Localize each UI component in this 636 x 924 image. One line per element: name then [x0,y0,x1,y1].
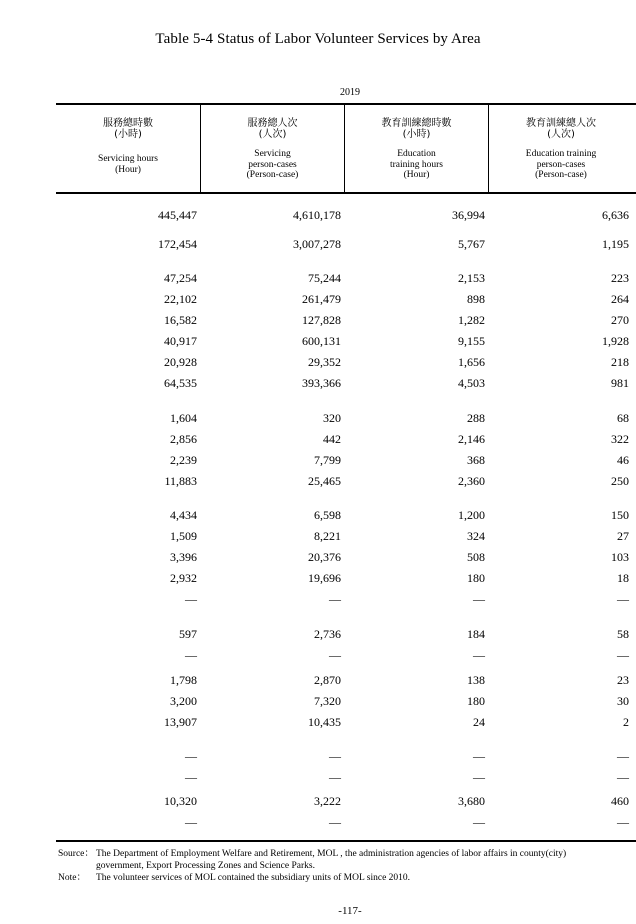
table-cell: 898 [467,292,485,306]
table-cell: 261,479 [302,292,341,306]
header-zh: 服務總時數 [103,118,153,129]
table-cell: 9,155 [458,334,485,348]
table-cell: 218 [611,355,629,369]
table-cell: 10,435 [308,715,341,729]
table-cell: 58 [617,627,629,641]
table-row [56,626,636,642]
table-cell: 264 [611,292,629,306]
table-cell: 508 [467,550,485,564]
table-cell: 3,200 [170,694,197,708]
table-cell: 320 [323,411,341,425]
table-cell: 64,535 [164,376,197,390]
table-cell: 40,917 [164,334,197,348]
note [58,872,633,884]
table-cell: 4,503 [458,376,485,390]
table-row [56,236,636,252]
table-cell: 322 [611,432,629,446]
table-cell: 460 [611,794,629,808]
table-cell: 1,509 [170,529,197,543]
table-cell: 5,767 [458,237,485,251]
table-cell: — [473,749,485,763]
header-en [489,149,633,181]
header-en-line: person-cases [536,159,586,170]
table-cell: 36,994 [452,208,485,222]
source-text: The Department of Employment Welfare and Retirement, MOL , the administration agencies of labor affairs in county(city) [96,849,567,859]
source-note [58,848,633,860]
table-title: Table 5-4 Status of Labor Volunteer Services by Area [155,31,481,47]
table-cell: 10,320 [164,794,197,808]
table-cell: 393,366 [302,376,341,390]
table-cell: 1,798 [170,673,197,687]
table-row [56,354,636,370]
table-cell: — [329,592,341,606]
table-cell: 442 [323,432,341,446]
table-cell: 2,856 [170,432,197,446]
table-row [56,291,636,307]
table-cell: 180 [467,694,485,708]
table-cell: 47,254 [164,271,197,285]
table-cell: 20,928 [164,355,197,369]
table-row [56,270,636,286]
table-cell: 2,239 [170,453,197,467]
table-cell: — [617,648,629,662]
table-cell: 1,928 [602,334,629,348]
table-cell: 4,610,178 [293,208,341,222]
table-cell: 368 [467,453,485,467]
table-row [56,714,636,730]
table-cell: 6,636 [602,208,629,222]
year-label: 2019 [340,87,360,98]
table-cell: 3,680 [458,794,485,808]
table-cell: 7,320 [314,694,341,708]
table-row [56,570,636,586]
table-cell: 1,656 [458,355,485,369]
table-cell: — [185,770,197,784]
table-cell: — [185,749,197,763]
table-cell: 27 [617,529,629,543]
table-cell: 223 [611,271,629,285]
table-cell: 19,696 [308,571,341,585]
header-zh-unit: (人次) [258,129,287,140]
table-cell: 1,195 [602,237,629,251]
table-cell: — [473,648,485,662]
source-text-continued: government, Export Processing Zones and Science Parks. [96,861,315,871]
table-cell: 29,352 [308,355,341,369]
table-cell: — [329,648,341,662]
header-en-line: Servicing hours [98,154,158,164]
table-row [56,333,636,349]
table-cell: 270 [611,313,629,327]
table-cell: 288 [467,411,485,425]
table-cell: 2,153 [458,271,485,285]
header-en-line: (Person-case) [246,170,299,180]
table-cell: 20,376 [308,550,341,564]
table-row [56,591,636,607]
table-cell: 46 [617,453,629,467]
table-cell: 75,244 [308,271,341,285]
table-cell: 2,146 [458,432,485,446]
source-label: Source： [58,849,94,859]
table-cell: 103 [611,550,629,564]
bottom-rule [56,840,636,842]
header-en-line: Education training [525,149,597,159]
table-row [56,375,636,391]
table-cell: 597 [179,627,197,641]
column-header-servicing-person-cases [201,118,344,181]
table-cell: 18 [617,571,629,585]
table-row [56,473,636,489]
table-cell: — [617,815,629,829]
footnotes [58,848,633,884]
header-bottom-rule [56,192,636,194]
table-cell: — [617,749,629,763]
table-row [56,748,636,764]
table-row [56,507,636,523]
note-label: Note： [58,873,86,883]
table-cell: — [617,592,629,606]
table-cell: 16,582 [164,313,197,327]
header-en [201,149,344,181]
table-cell: — [329,749,341,763]
table-row [56,452,636,468]
table-cell: 23 [617,673,629,687]
table-row [56,769,636,785]
table-cell: — [473,770,485,784]
table-cell: 138 [467,673,485,687]
page-number: -117- [338,905,362,917]
header-en [56,154,200,175]
table-cell: — [185,648,197,662]
header-en-line: Education [397,149,436,159]
header-en-line: (Hour) [115,164,141,175]
table-cell: 68 [617,411,629,425]
table-cell: 180 [467,571,485,585]
table-cell: 1,200 [458,508,485,522]
table-cell: 24 [473,715,485,729]
table-cell: 445,447 [158,208,197,222]
table-cell: 1,282 [458,313,485,327]
table-cell: 2,932 [170,571,197,585]
table-cell: 324 [467,529,485,543]
table-cell: 3,007,278 [293,237,341,251]
header-en-line: (Person-case) [535,170,587,180]
table-cell: 6,598 [314,508,341,522]
header-en [345,149,488,181]
table-cell: 172,454 [158,237,197,251]
table-cell: 11,883 [164,474,197,488]
table-row [56,549,636,565]
table-cell: 22,102 [164,292,197,306]
table-cell: — [185,592,197,606]
table-row [56,431,636,447]
table-cell: — [473,815,485,829]
column-header-education-training-person-cases [489,118,633,181]
table-row [56,814,636,830]
header-en-line: person-cases [248,159,297,170]
table-cell: 13,907 [164,715,197,729]
table-row [56,410,636,426]
table-cell: — [617,770,629,784]
table-cell: 150 [611,508,629,522]
table-cell: 7,799 [314,453,341,467]
top-rule [56,103,636,105]
table-row [56,312,636,328]
column-header-education-training-hours [345,118,488,181]
header-zh-unit: (小時) [114,129,142,140]
header-zh: 服務總人次 [247,118,298,129]
table-cell: — [473,592,485,606]
table-cell: 600,131 [302,334,341,348]
table-row [56,528,636,544]
header-zh-unit: (小時) [402,129,431,140]
table-cell: — [185,815,197,829]
table-cell: 30 [617,694,629,708]
table-row [56,793,636,809]
table-cell: 4,434 [170,508,197,522]
header-en-line: (Hour) [403,170,430,180]
header-zh: 教育訓練總人次 [526,118,596,129]
table-cell: 8,221 [314,529,341,543]
table-cell: 2,736 [314,627,341,641]
note-text: The volunteer services of MOL contained the subsidiary units of MOL since 2010. [96,873,411,883]
table-row [56,207,636,223]
table-row [56,647,636,663]
table-cell: 184 [467,627,485,641]
table-cell: 127,828 [302,313,341,327]
table-cell: 2,870 [314,673,341,687]
table-cell: 981 [611,376,629,390]
header-zh: 教育訓練總時數 [381,118,452,129]
table-row [56,672,636,688]
header-en-line: training hours [389,159,444,170]
table-cell: — [329,815,341,829]
table-cell: 1,604 [170,411,197,425]
table-cell: 2 [623,715,629,729]
header-en-line: Servicing [254,149,291,159]
header-zh-unit: (人次) [547,129,575,140]
table-cell: 250 [611,474,629,488]
table-row [56,693,636,709]
table-cell: 3,396 [170,550,197,564]
table-cell: 3,222 [314,794,341,808]
table-cell: — [329,770,341,784]
column-header-servicing-hours [56,118,200,175]
table-cell: 25,465 [308,474,341,488]
table-cell: 2,360 [458,474,485,488]
